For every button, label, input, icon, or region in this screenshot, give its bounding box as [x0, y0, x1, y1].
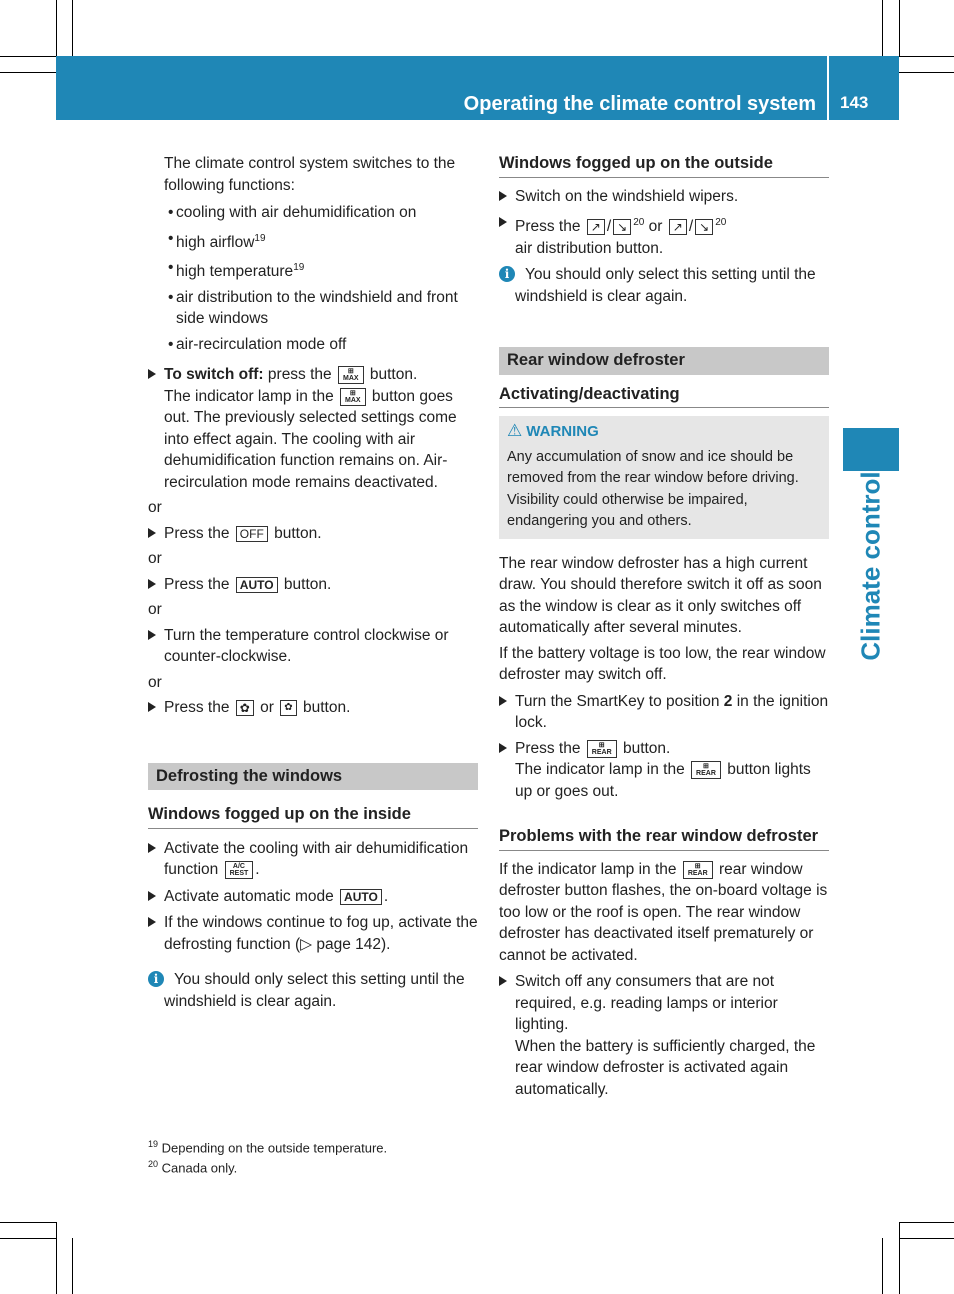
subsection-heading: Windows fogged up on the inside	[148, 804, 478, 829]
ac-key: A/C REST	[225, 861, 254, 879]
crop-mark	[899, 1222, 900, 1294]
turn-temp-step: Turn the temperature control clockwise or counter-clockwise.	[148, 625, 478, 668]
switch-off-step: To switch off: press the ⊞ MAX button. The indicator lamp in the ⊞ MAX button goes out. The previously selected settings come into effect again. The cooling with air dehumidification function remains on. Air-recirculation mode remains deactivated.	[148, 364, 478, 493]
warning-box	[499, 416, 829, 539]
crop-mark	[899, 1238, 954, 1239]
outside-step: Switch on the windshield wipers.	[499, 186, 829, 208]
function-list	[148, 202, 478, 355]
footnote: $^{19}$ Depending on the outside temperature.	[148, 1139, 388, 1156]
crop-mark	[72, 0, 73, 56]
or-text: or	[148, 499, 162, 517]
smartkey-step: Turn the SmartKey to position 2 in the ignition lock.	[499, 691, 829, 734]
step-arrow-icon	[148, 843, 156, 853]
step-arrow-icon	[499, 743, 507, 753]
or-text: or	[148, 550, 162, 568]
left-column	[148, 153, 478, 1012]
auto-key: AUTO	[236, 577, 278, 593]
info-note: i You should only select this setting until the windshield is clear again.	[148, 969, 478, 1012]
section-heading: Rear window defroster	[499, 347, 829, 375]
inside-step: Activate the cooling with air dehumidification function A/C REST .	[148, 838, 478, 881]
list-item: • air-recirculation mode off	[148, 334, 478, 356]
step-arrow-icon	[499, 191, 507, 201]
crop-mark	[899, 56, 954, 57]
list-item: • high temperature$^{19}$	[148, 257, 478, 283]
warning-text: Any accumulation of snow and ice should be removed from the rear window before driving. Visibility could otherwise be impaired, endangering you and others.	[507, 448, 799, 530]
step-arrow-icon	[148, 369, 156, 379]
inside-step: If the windows continue to fog up, activate the defrosting function (▷ page 142).	[148, 912, 478, 955]
fan-down-key-icon: ✿	[280, 700, 296, 716]
paragraph: The rear window defroster has a high current draw. You should therefore switch it off as soon as the window is clear as it only switches off automatically after several minutes.	[499, 554, 822, 637]
step-arrow-icon	[148, 917, 156, 927]
step-arrow-icon	[148, 630, 156, 640]
crop-mark	[899, 1222, 954, 1223]
rear-defrost-key-icon: ⊞ REAR	[587, 740, 617, 758]
press-off-step: Press the OFF button.	[148, 523, 478, 545]
page-number: 143	[840, 93, 869, 112]
crop-mark	[882, 0, 883, 56]
paragraph: If the indicator lamp in the ⊞ REAR rear window defroster button flashes, the on-board voltage is too low or the roof is open. The rear window defroster has deactivated itself prematurely or cannot be activated.	[499, 860, 828, 964]
air-windshield-key-icon: ↗	[587, 219, 605, 235]
step-arrow-icon	[148, 528, 156, 538]
air-windshield-footwell-key-icon: ↘	[613, 219, 631, 235]
crop-mark	[72, 1238, 73, 1294]
side-tab	[843, 428, 899, 471]
or-text: or	[148, 601, 162, 619]
warning-icon: ⚠	[507, 421, 523, 441]
section-heading: Defrosting the windows	[148, 763, 478, 791]
list-item: • cooling with air dehumidification on	[148, 202, 478, 224]
press-fan-step: Press the ✿ or ✿ button.	[148, 697, 478, 719]
problems-step: Switch off any consumers that are not required, e.g. reading lamps or interior lighting. When the battery is sufficiently charged, the rear window defroster is activated again automatically.	[499, 971, 829, 1100]
rear-defrost-key-icon: ⊞ REAR	[691, 761, 721, 779]
header-divider	[827, 56, 829, 120]
subsection-heading: Problems with the rear window defroster	[499, 826, 829, 851]
crop-mark	[899, 72, 954, 73]
auto-key: AUTO	[340, 889, 382, 905]
list-item: • air distribution to the windshield and front side windows	[148, 287, 478, 330]
off-key: OFF	[236, 526, 268, 542]
right-column	[499, 153, 829, 1100]
max-defrost-key-icon: ⊞ MAX	[340, 388, 366, 406]
warning-title: WARNING	[526, 423, 599, 441]
info-note: i You should only select this setting until the windshield is clear again.	[499, 264, 829, 307]
step-arrow-icon	[148, 891, 156, 901]
info-icon: i	[499, 266, 515, 282]
footnote: $^{20}$ Canada only.	[148, 1159, 238, 1176]
step-arrow-icon	[499, 696, 507, 706]
page-title: Operating the climate control system	[463, 93, 816, 115]
list-item: • high airflow$^{19}$	[148, 228, 478, 254]
crop-mark	[0, 1222, 56, 1223]
outside-step: Press the ↗ / ↘ $^{20}$ or ↗ / ↘ $^{20}$ air distribution button.	[499, 212, 829, 259]
step-arrow-icon	[148, 579, 156, 589]
crop-mark	[0, 1238, 56, 1239]
crop-mark	[899, 0, 900, 56]
crop-mark	[0, 72, 56, 73]
crop-mark	[0, 56, 56, 57]
press-rear-step: Press the ⊞ REAR button. The indicator lamp in the ⊞ REAR button lights up or goes out.	[499, 738, 829, 803]
step-arrow-icon	[499, 976, 507, 986]
intro-text: The climate control system switches to the following functions:	[164, 155, 456, 194]
step-arrow-icon	[499, 217, 507, 227]
subsection-heading: Activating/deactivating	[499, 384, 829, 409]
subsection-heading: Windows fogged up on the outside	[499, 153, 829, 178]
inside-step: Activate automatic mode AUTO .	[148, 886, 478, 908]
air-all-key-icon: ↘	[695, 219, 713, 235]
max-defrost-key-icon: ⊞ MAX	[338, 366, 364, 384]
paragraph: If the battery voltage is too low, the rear window defroster may switch off.	[499, 644, 826, 684]
rear-defrost-key-icon: ⊞ REAR	[683, 861, 713, 879]
or-text: or	[148, 673, 162, 691]
step-arrow-icon	[148, 702, 156, 712]
crop-mark	[56, 1222, 57, 1294]
fan-up-key-icon: ✿	[236, 700, 254, 716]
press-auto-step: Press the AUTO button.	[148, 574, 478, 596]
crop-mark	[56, 0, 57, 56]
side-tab-label: Climate control	[855, 471, 886, 661]
air-windshield-center-key-icon: ↗	[669, 219, 687, 235]
crop-mark	[882, 1238, 883, 1294]
info-icon: i	[148, 971, 164, 987]
